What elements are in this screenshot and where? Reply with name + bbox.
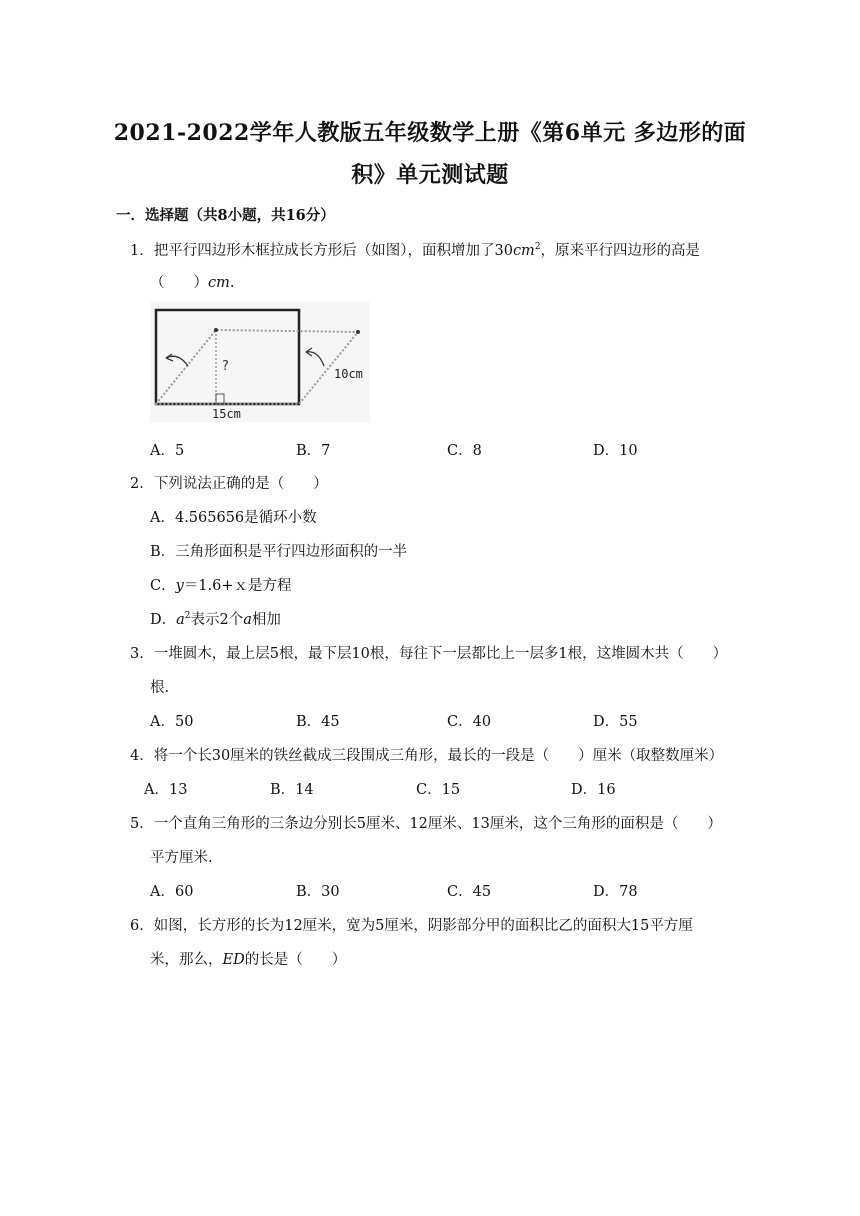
question-5-text: 5．一个直角三角形的三条边分别长5厘米、12厘米、13厘米，这个三角形的面积是（ ） xyxy=(130,816,722,832)
document-title-line1: 2021-2022学年人教版五年级数学上册《第6单元 多边形的面 xyxy=(113,120,747,146)
question-5-text-line2: 平方厘米. xyxy=(150,850,213,866)
question-1-text: 1．把平行四边形木框拉成长方形后（如图），面积增加了$30cm^2$，原来平行四边形的高是 xyxy=(130,242,701,259)
question-1-figure xyxy=(150,302,370,422)
option-a: A．13 xyxy=(144,782,188,798)
option-b: B．7 xyxy=(296,443,331,459)
question-number: 3． xyxy=(130,646,154,662)
height-question-mark: ? xyxy=(222,359,229,374)
option-d: D．55 xyxy=(593,714,638,730)
option-a: A．60 xyxy=(150,884,194,900)
option-a: A．4.565656是循环小数 xyxy=(150,510,317,526)
question-3-text: 3．一堆圆木，最上层5根，最下层10根，每往下一层都比上一层多1根，这堆圆木共（ ） xyxy=(130,646,728,662)
option-a: A．5 xyxy=(150,443,185,459)
question-number: 4． xyxy=(130,748,154,764)
option-c: C．40 xyxy=(447,714,492,730)
question-number: 2． xyxy=(130,476,154,492)
question-3-text-line2: 根. xyxy=(150,680,170,696)
parallelogram-rectangle-diagram xyxy=(150,302,370,422)
option-b: B．30 xyxy=(296,884,340,900)
document-title-line2: 积》单元测试题 xyxy=(351,162,509,188)
question-number: 6． xyxy=(130,918,154,934)
question-4-text: 4．将一个长30厘米的铁丝截成三段围成三角形，最长的一段是（ ）厘米（取整数厘米） xyxy=(130,748,724,764)
question-6-text-line2: 米，那么，ED的长是（ ） xyxy=(150,952,347,968)
option-a: A．50 xyxy=(150,714,194,730)
question-number: 1． xyxy=(130,243,154,259)
base-length-label: 15cm xyxy=(212,407,241,421)
option-b: B．三角形面积是平行四边形面积的一半 xyxy=(150,544,408,560)
question-6-text: 6．如图，长方形的长为12厘米，宽为5厘米，阴影部分甲的面积比乙的面积大15平方厘 xyxy=(130,918,693,934)
option-d: D．10 xyxy=(593,443,638,459)
side-length-label: 10cm xyxy=(334,367,363,381)
option-d: D．$a^2$表示2个a相加 xyxy=(150,611,281,628)
option-c: C．8 xyxy=(447,443,482,459)
option-d: D．78 xyxy=(593,884,638,900)
option-d: D．16 xyxy=(571,782,616,798)
question-1-text-line2: （ ）cm. xyxy=(150,275,235,291)
option-b: B．14 xyxy=(270,782,314,798)
option-c: C．45 xyxy=(447,884,492,900)
question-2-text: 2．下列说法正确的是（ ） xyxy=(130,476,328,492)
option-c: C．15 xyxy=(416,782,461,798)
question-number: 5． xyxy=(130,816,154,832)
section-heading: 一．选择题（共8小题，共16分） xyxy=(116,207,335,224)
option-b: B．45 xyxy=(296,714,340,730)
option-c: C．y＝1.6+ｘ是方程 xyxy=(150,578,292,594)
